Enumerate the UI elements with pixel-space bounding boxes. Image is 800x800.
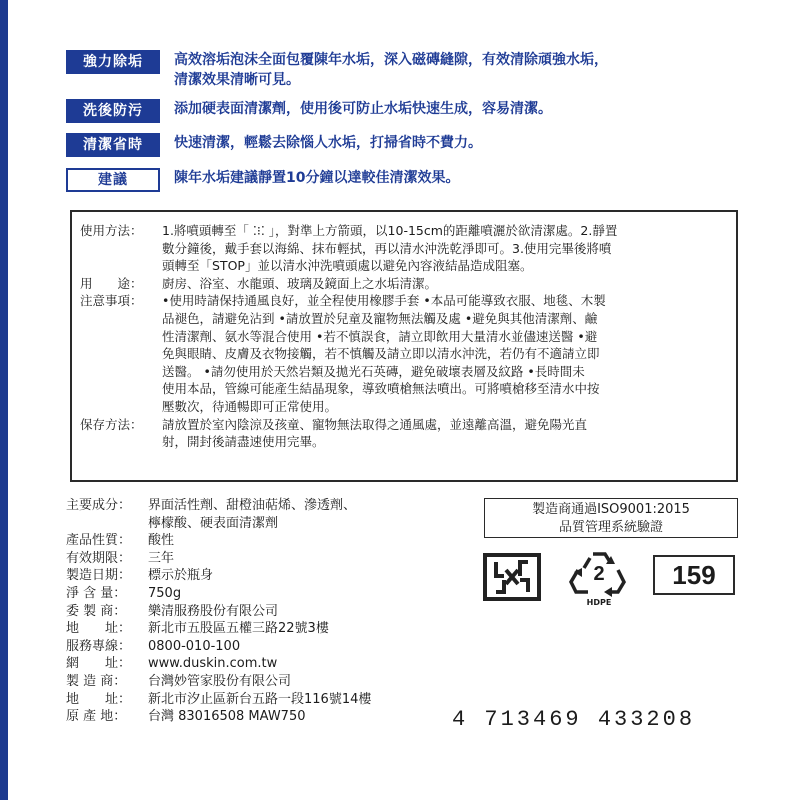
info-label: 地 址：	[66, 691, 132, 707]
info-label: 委 製 商：	[66, 603, 127, 619]
feature-tag: 清潔省時	[66, 133, 160, 157]
paper-recycle-icon	[482, 552, 542, 602]
info-row-origin	[66, 708, 466, 726]
text-line: 品褪色，請避免沾到 •請放置於兒童及寵物無法觸及處 •避免與其他清潔劑、鹼	[162, 310, 598, 326]
info-row-commissioner	[66, 603, 466, 621]
usage-method-label: 使用方法：	[80, 223, 143, 238]
caution-row	[80, 292, 728, 415]
feature-line: 清潔效果清晰可見。	[174, 72, 300, 88]
info-label: 主要成分：	[66, 498, 132, 513]
info-label: 地 址：	[66, 621, 132, 637]
info-row-net-content	[66, 585, 466, 603]
info-value: 標示於瓶身	[148, 568, 214, 584]
text-line: 性清潔劑、氨水等混合使用 •若不慎誤食，請立即飲用大量清水並儘速送醫 •避	[162, 328, 598, 344]
registration-number-box: 159	[653, 555, 735, 595]
feature-line: 陳年水垢建議靜置10分鐘以達較佳清潔效果。	[174, 170, 460, 186]
text-line: 請放置於室內陰涼及孩童、寵物無法取得之通風處，並遠離高溫，避免陽光直	[162, 416, 588, 432]
info-row-hotline	[66, 638, 466, 656]
usage-purpose-label: 用 途：	[80, 275, 143, 291]
feature-tag: 洗後防污	[66, 99, 160, 123]
text-line: 檸檬酸、硬表面清潔劑	[148, 515, 279, 531]
product-info-list	[66, 497, 466, 726]
info-value: 三年	[148, 550, 175, 566]
feature-row-suggestion	[66, 168, 764, 192]
info-value	[148, 497, 466, 532]
text-line: 1.將噴頭轉至「 ⁚⁝⁚ 」，對準上方箭頭，以10-15cm的距離噴灑於欲清潔處。2.靜置	[162, 223, 618, 238]
feature-text	[174, 99, 764, 119]
info-value: 新北市五股區五權三路22號3樓	[148, 621, 329, 637]
info-value: 樂清服務股份有限公司	[148, 603, 279, 619]
text-line: 射，開封後請盡速使用完畢。	[162, 434, 325, 450]
edge-accent-bar	[0, 0, 8, 800]
info-row-manufacturer-address	[66, 691, 466, 709]
info-value: www.duskin.com.tw	[148, 656, 278, 672]
feature-tag: 建議	[66, 168, 160, 192]
info-row-website	[66, 655, 466, 673]
info-row-manufacturer	[66, 673, 466, 691]
caution-text	[162, 292, 728, 415]
info-value: 台灣 83016508 MAW750	[148, 709, 306, 725]
usage-method-text	[162, 222, 728, 275]
info-label: 製造日期：	[66, 568, 132, 584]
feature-line: 高效溶垢泡沫全面包覆陳年水垢，深入磁磚縫隙，有效清除頑強水垢，	[174, 52, 608, 68]
info-label: 原 產 地：	[66, 709, 127, 725]
text-line: 界面活性劑、甜橙油萜烯、滲透劑、	[148, 498, 357, 513]
usage-instructions-box	[70, 210, 738, 482]
info-value: 0800-010-100	[148, 638, 241, 654]
text-line: 頭轉至「STOP」並以清水沖洗噴頭處以避免內容液結晶造成阻塞。	[162, 258, 533, 274]
info-row-ingredients	[66, 497, 466, 532]
feature-row-anti-stain	[66, 99, 764, 123]
info-value: 酸性	[148, 533, 175, 549]
usage-purpose-text	[162, 275, 728, 293]
info-label: 淨 含 量：	[66, 585, 127, 601]
info-row-property	[66, 532, 466, 550]
cert-line: 製造商通過ISO9001:2015	[532, 502, 690, 517]
storage-label: 保存方法：	[80, 416, 143, 432]
info-row-address	[66, 620, 466, 638]
text-line: 送醫。 •請勿使用於天然岩類及拋光石英磚，避免破壞表層及紋路 •長時間未	[162, 363, 585, 379]
recycle-code: 2	[593, 563, 605, 585]
text-line: 廚房、浴室、水龍頭、玻璃及鏡面上之水垢清潔。	[162, 275, 438, 291]
storage-row	[80, 416, 728, 451]
iso-certification-box	[484, 498, 738, 538]
info-value: 750g	[148, 585, 182, 601]
feature-line: 添加硬表面清潔劑，使用後可防止水垢快速生成，容易清潔。	[174, 101, 552, 117]
feature-line: 快速清潔，輕鬆去除惱人水垢，打掃省時不費力。	[174, 135, 482, 151]
info-value: 台灣妙管家股份有限公司	[148, 673, 292, 689]
caution-label: 注意事項：	[80, 293, 143, 309]
text-line: 數分鐘後，戴手套以海綿、抹布輕拭，再以清水沖洗乾淨即可。3.使用完畢後將噴	[162, 240, 612, 256]
info-row-shelf-life	[66, 550, 466, 568]
text-line: 免與眼睛、皮膚及衣物接觸，若不慎觸及請立即以清水沖洗，若仍有不適請立即	[162, 346, 600, 362]
feature-row-time-saving	[66, 133, 764, 157]
recycle-material-label: HDPE	[586, 598, 612, 607]
text-line: •使用時請保持通風良好，並全程使用橡膠手套 •本品可能導致衣服、地毯、木製	[162, 293, 606, 309]
usage-purpose-row	[80, 275, 728, 293]
info-label: 製 造 商：	[66, 673, 127, 689]
feature-tag: 強力除垢	[66, 50, 160, 74]
info-label: 網 址：	[66, 656, 132, 672]
info-value: 新北市汐止區新台五路一段116號14樓	[148, 691, 372, 707]
text-line: 壓數次，待通暢即可正常使用。	[162, 398, 338, 414]
info-label: 服務專線：	[66, 638, 132, 654]
storage-text	[162, 416, 728, 451]
text-line: 使用本品，管線可能產生結晶現象，導致噴槍無法噴出。可將噴槍移至清水中按	[162, 381, 600, 397]
feature-text	[174, 50, 764, 90]
info-row-mfg-date	[66, 567, 466, 585]
feature-row-strong-descale	[66, 50, 764, 90]
cert-line: 品質管理系統驗證	[558, 520, 663, 535]
info-label: 產品性質：	[66, 533, 132, 549]
usage-method-row	[80, 222, 728, 275]
barcode-number: 4 713469 433208	[452, 707, 696, 732]
feature-text	[174, 133, 764, 153]
feature-text	[174, 168, 764, 188]
info-label: 有效期限：	[66, 550, 132, 566]
